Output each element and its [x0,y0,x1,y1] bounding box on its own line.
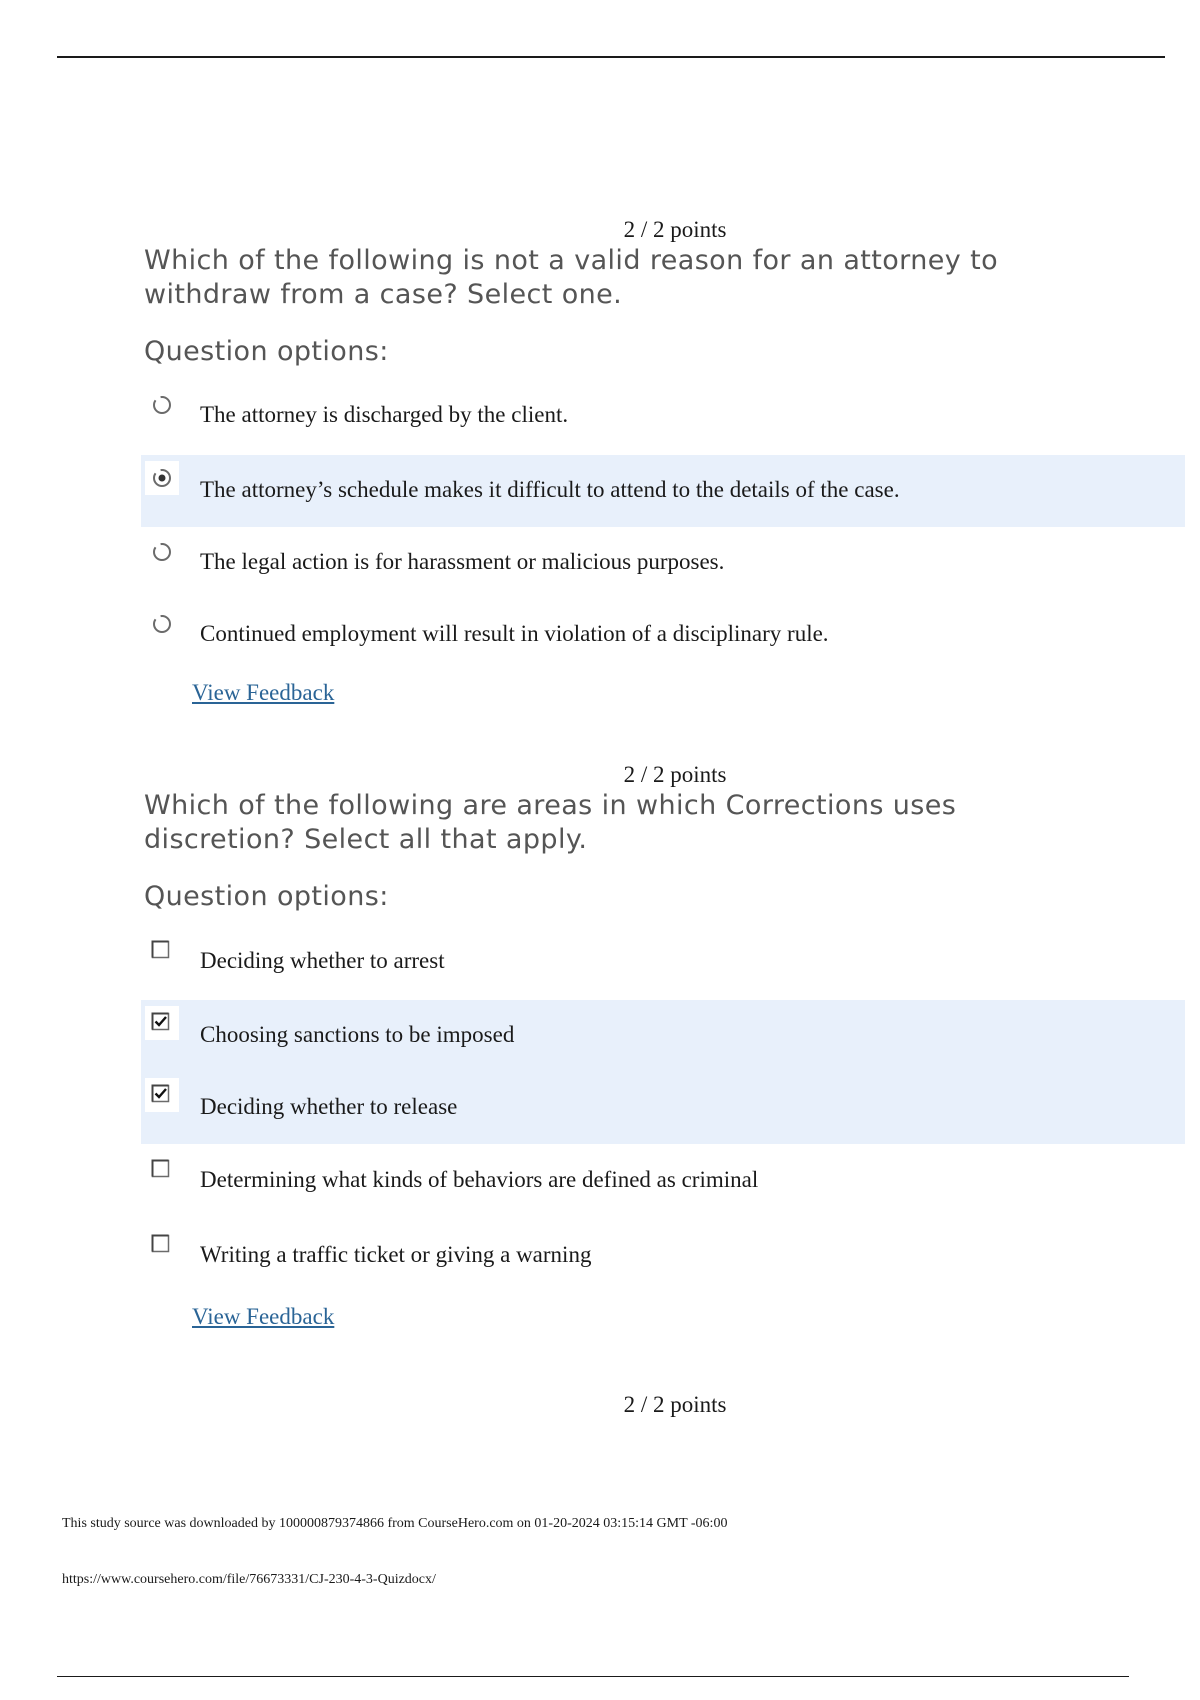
bottom-rule [57,1676,1129,1677]
top-rule [57,56,1165,58]
checkbox[interactable] [147,1230,175,1258]
option-label: Determining what kinds of behaviors are defined as criminal [200,1167,759,1192]
question-2-option-5[interactable] [141,1220,1185,1292]
checkbox[interactable] [147,1155,175,1183]
option-label: The attorney is discharged by the client. [200,402,569,427]
question-2-text: Which of the following are areas in which Corrections uses discretion? Select all that apply. [144,790,957,855]
option-label: The attorney’s schedule makes it difficult to attend to the details of the case. [200,477,900,502]
option-label: Continued employment will result in violation of a disciplinary rule. [200,621,829,646]
option-label: Deciding whether to release [200,1094,458,1119]
radio-button[interactable] [147,609,175,637]
question-2-option-1[interactable] [141,926,1185,998]
question-1-view-feedback-link[interactable]: View Feedback [192,680,335,705]
question-3-points: 2 / 2 points [623,1392,727,1417]
question-1-points: 2 / 2 points [623,217,727,242]
question-2-option-3[interactable] [141,1072,1185,1144]
question-2-points: 2 / 2 points [623,762,727,787]
checkbox[interactable] [147,936,175,964]
question-1-text: Which of the following is not a valid reason for an attorney to withdraw from a case? Select one. [144,245,998,310]
checkbox-checked[interactable] [145,1006,179,1040]
radio-button[interactable] [147,537,175,565]
question-2-view-feedback-link[interactable]: View Feedback [192,1304,335,1329]
radio-button[interactable] [147,390,175,418]
question-1-option-4[interactable] [141,599,1185,671]
option-label: Writing a traffic ticket or giving a warning [200,1242,592,1267]
question-1-option-3[interactable] [141,527,1185,599]
question-1-option-1[interactable] [141,380,1185,452]
question-1-option-2[interactable] [141,455,1185,527]
option-label: Deciding whether to arrest [200,948,445,973]
question-2-option-2[interactable] [141,1000,1185,1072]
option-label: The legal action is for harassment or malicious purposes. [200,549,725,574]
option-label: Choosing sanctions to be imposed [200,1022,515,1047]
source-note: This study source was downloaded by 100000879374866 from CourseHero.com on 01-20-2024 03:15:14 GMT -06:00 [62,1516,728,1531]
source-url: https://www.coursehero.com/file/76673331/CJ-230-4-3-Quizdocx/ [62,1572,436,1587]
checkbox-checked[interactable] [145,1078,179,1112]
question-1-options-heading: Question options: [144,336,389,367]
question-2-options-heading: Question options: [144,881,389,912]
radio-button-selected[interactable] [145,461,179,495]
question-2-option-4[interactable] [141,1145,1185,1217]
